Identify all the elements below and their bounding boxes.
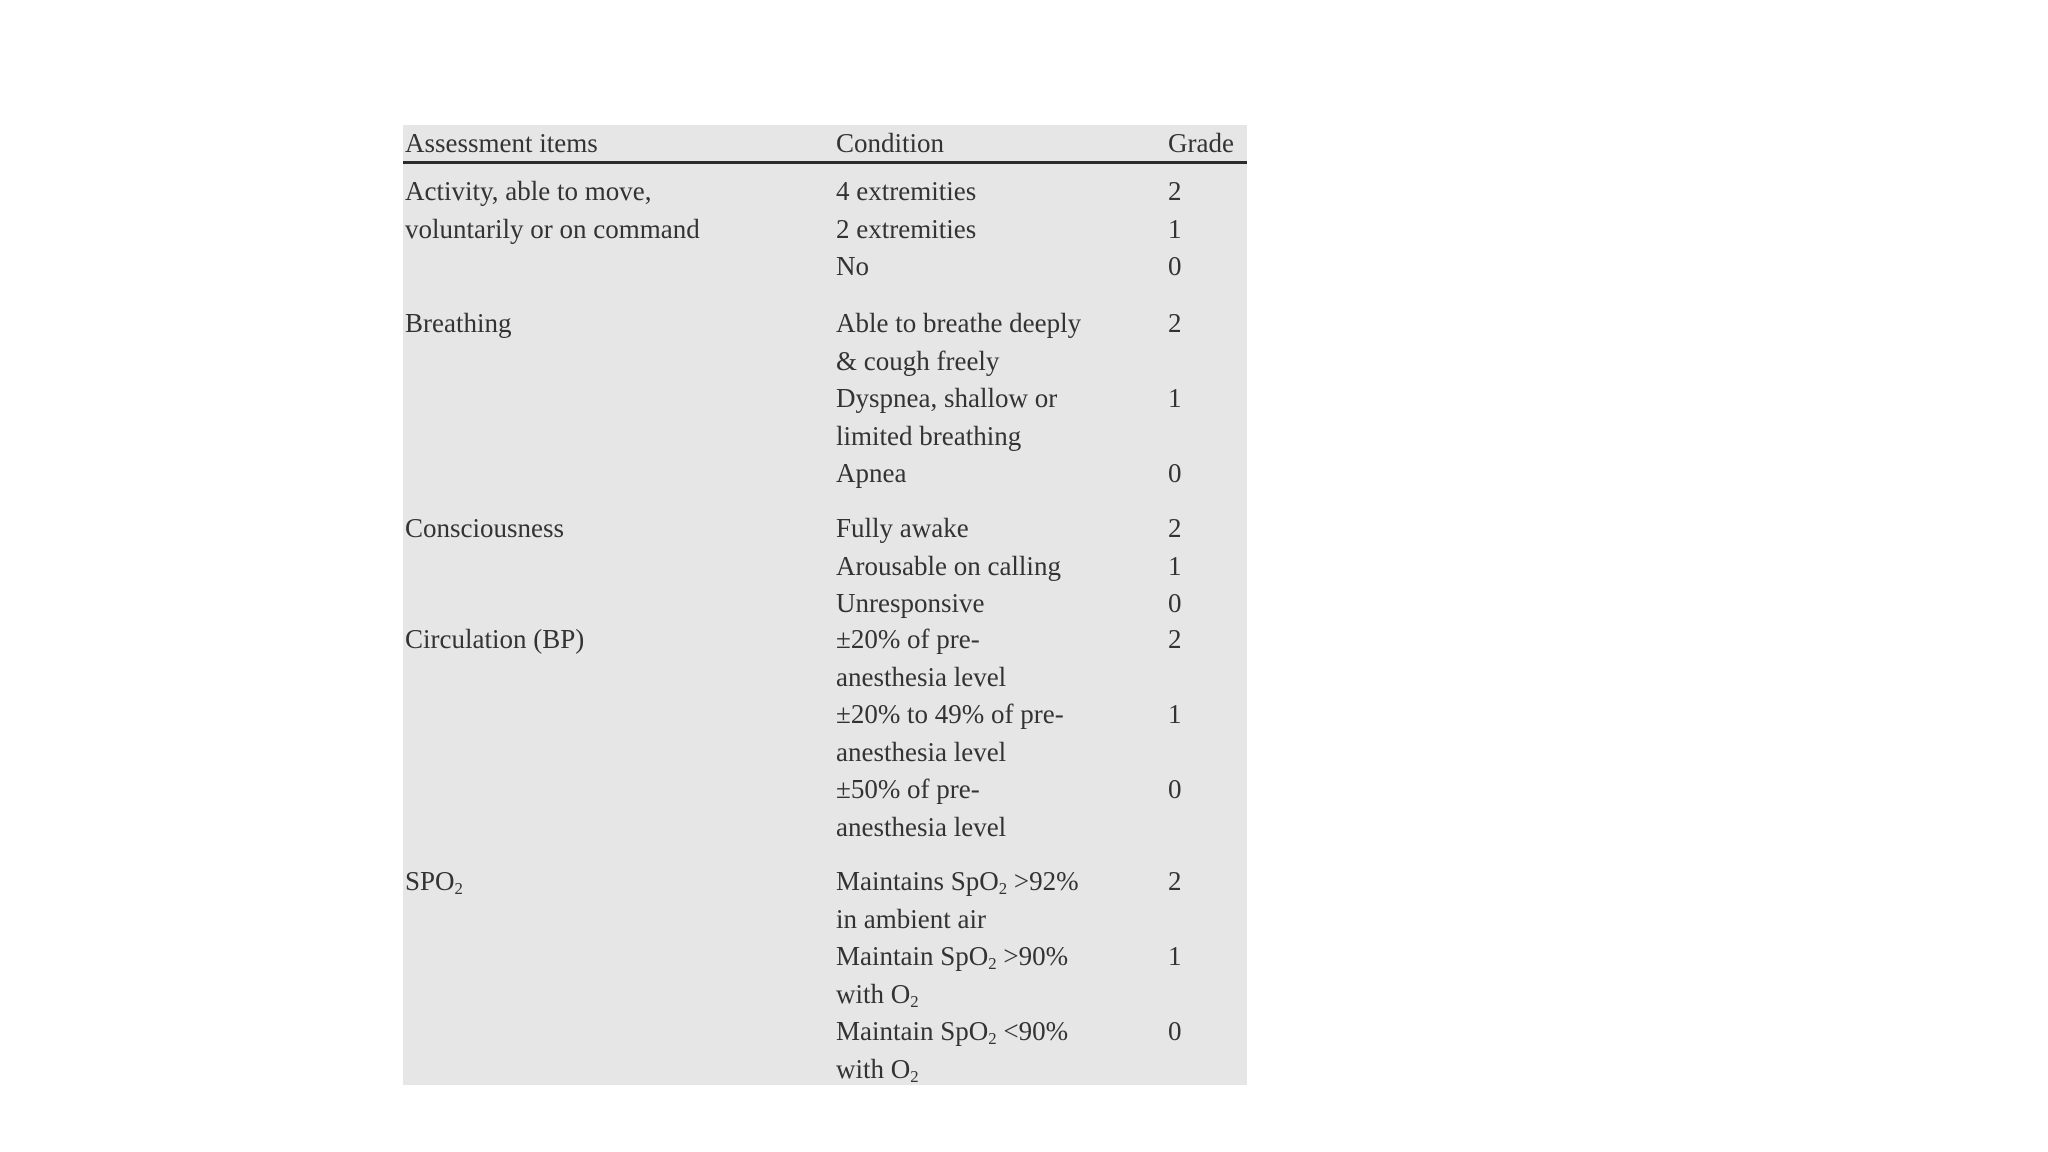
condition-cell [836, 863, 1156, 938]
grade-cell: 1 [1168, 550, 1182, 581]
condition-cell [836, 455, 1156, 493]
assessment-item-line: Breathing [405, 308, 512, 338]
assessment-item [405, 510, 564, 548]
assessment-item [405, 173, 700, 248]
condition-cell [836, 305, 1156, 380]
header-rule [403, 161, 1247, 164]
condition-cell [836, 696, 1156, 771]
grade-cell: 0 [1168, 458, 1182, 488]
grade-cell: 2 [1168, 176, 1182, 206]
condition-line: with $O_2$ [836, 1053, 919, 1085]
assessment-item-line: $SPO_2$ [405, 866, 463, 899]
header-condition: Condition [836, 128, 945, 158]
assessment-item-line: voluntarily or on command [405, 213, 700, 244]
condition-line: Arousable on calling [836, 550, 1061, 581]
condition-line: Fully awake [836, 513, 969, 543]
grade-cell: 2 [1168, 513, 1182, 543]
condition-cell [836, 173, 1156, 211]
condition-line: & cough freely [836, 345, 1000, 376]
header-assessment-items: Assessment items [405, 128, 598, 158]
grade-cell: 0 [1168, 774, 1182, 804]
condition-line: Maintains SpO$_2$ >92% [836, 866, 1079, 899]
condition-line: limited breathing [836, 420, 1022, 451]
condition-line: Dyspnea, shallow or [836, 383, 1058, 413]
condition-line: Unresponsive [836, 588, 985, 618]
condition-line: anesthesia level [836, 736, 1007, 767]
assessment-item-line: Consciousness [405, 513, 565, 543]
grade-cell: 0 [1168, 251, 1182, 281]
grade-cell: 2 [1168, 624, 1182, 654]
grade-cell: 1 [1168, 213, 1182, 244]
condition-line: Apnea [836, 458, 907, 488]
condition-line: 4 extremities [836, 176, 977, 206]
header-grade: Grade [1168, 128, 1234, 158]
condition-line: ±20% of pre- [836, 624, 980, 654]
condition-cell [836, 510, 1156, 548]
grade-cell: 0 [1168, 1016, 1182, 1046]
table-panel [403, 125, 1247, 1085]
condition-cell [836, 938, 1156, 1013]
condition-line: ±50% of pre- [836, 774, 980, 804]
condition-cell [836, 1013, 1156, 1085]
condition-cell [836, 248, 1156, 286]
table-header [403, 125, 1247, 165]
assessment-item [405, 863, 463, 901]
grade-cell: 1 [1168, 941, 1182, 971]
condition-line: with $O_2$ [836, 978, 919, 1011]
condition-cell [836, 621, 1156, 696]
condition-line: anesthesia level [836, 811, 1007, 842]
condition-cell [836, 771, 1156, 846]
grade-cell: 1 [1168, 383, 1182, 413]
condition-line: Maintain SpO$_2$ >90% [836, 941, 1069, 974]
grade-cell: 2 [1168, 308, 1182, 338]
condition-line: 2 extremities [836, 213, 977, 244]
assessment-item [405, 305, 511, 343]
condition-cell [836, 585, 1156, 623]
grade-cell: 1 [1168, 699, 1182, 729]
grade-cell: 2 [1168, 866, 1182, 896]
condition-line: Maintain SpO$_2$ <90% [836, 1016, 1069, 1049]
condition-line: No [836, 251, 869, 281]
assessment-item [405, 621, 584, 659]
condition-line: ±20% to 49% of pre- [836, 699, 1064, 729]
assessment-item-line: Activity, able to move, [405, 176, 652, 206]
condition-line: in ambient air [836, 903, 986, 934]
assessment-item-line: Circulation (BP) [405, 624, 585, 654]
condition-cell [836, 380, 1156, 455]
condition-cell [836, 548, 1156, 586]
grade-cell: 0 [1168, 588, 1182, 618]
condition-cell [836, 211, 1156, 249]
condition-line: anesthesia level [836, 661, 1007, 692]
condition-line: Able to breathe deeply [836, 308, 1082, 338]
